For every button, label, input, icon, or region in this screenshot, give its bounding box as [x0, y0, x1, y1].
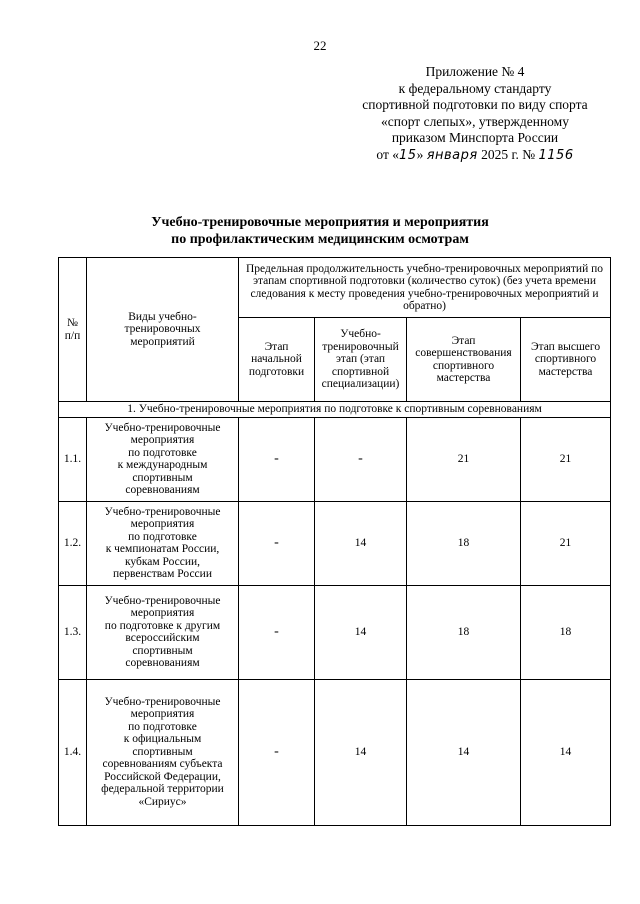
stage-line: Этап — [451, 334, 476, 347]
stage-improvement — [407, 318, 521, 402]
stage-line: этап (этап — [335, 353, 386, 366]
header-kinds — [87, 258, 239, 402]
appendix-line: Приложение № 4 — [425, 64, 525, 79]
row-kind-line: Учебно-тренировочные — [104, 594, 221, 607]
cell-initial: - — [239, 679, 315, 825]
cell-training: 14 — [315, 679, 407, 825]
date-year: 2025 г. № — [481, 146, 536, 162]
stage-line: Учебно- — [340, 328, 381, 341]
cell-initial: - — [239, 585, 315, 679]
date-month: января — [426, 147, 478, 163]
stage-training — [315, 318, 407, 402]
order-number: 1156 — [538, 147, 574, 163]
stage-line: Этап — [264, 340, 289, 353]
stage-line: спортивной — [331, 365, 390, 378]
stage-line: спортивного — [534, 353, 597, 366]
date-mid: » — [416, 146, 424, 162]
appendix-line: к федеральному стандарту — [398, 80, 552, 96]
row-kind-line: к чемпионатам России, — [105, 543, 220, 555]
row-kind-line: к официальным — [123, 733, 202, 746]
cell-training: 14 — [315, 501, 407, 585]
row-kind-line: спортивным — [132, 471, 193, 484]
row-kind-line: по подготовке — [128, 446, 197, 459]
stage-line: специализации) — [321, 378, 400, 391]
stage-highest — [521, 318, 611, 402]
appendix-line: спортивной подготовки по виду спорта — [362, 97, 588, 112]
header-row — [59, 258, 611, 318]
cell-training: - — [315, 417, 407, 501]
cell-improvement: 18 — [407, 585, 521, 679]
header-number: № п/п — [59, 258, 87, 402]
row-kind-line: спортивным — [132, 745, 193, 758]
stage-line: мастерства — [538, 365, 593, 378]
cell-improvement: 21 — [407, 417, 521, 501]
table-row — [59, 585, 611, 679]
training-events-table — [58, 257, 611, 826]
row-kind-line: всероссийским — [125, 632, 200, 644]
stage-line: спортивного — [432, 359, 495, 372]
header-kinds-line: мероприятий — [130, 335, 195, 348]
appendix-line: «спорт слепых», утвержденному — [381, 113, 569, 129]
table-row — [59, 679, 611, 825]
row-kind-line: Учебно-тренировочные — [104, 421, 221, 434]
header-kinds-line: тренировочных — [124, 323, 201, 336]
stage-line: начальной — [251, 353, 302, 366]
row-kind-line: по подготовке — [128, 720, 197, 733]
row-kind-line: спортивным — [132, 644, 193, 657]
row-kind-line: кубкам России, — [124, 555, 201, 568]
stage-line: Этап высшего — [530, 340, 601, 353]
table-row — [59, 501, 611, 585]
row-kind — [87, 417, 239, 501]
cell-improvement: 14 — [407, 679, 521, 825]
page-number: 22 — [313, 38, 327, 53]
section-title: 1. Учебно-тренировочные мероприятия по подготовке к спортивным соревнованиям — [59, 402, 611, 418]
order-date-line — [330, 147, 620, 165]
row-kind-line: первенствам России — [113, 568, 212, 580]
row-kind-line: мероприятия — [130, 607, 195, 619]
stage-line: подготовки — [248, 365, 305, 378]
row-kind-line: соревнованиям — [125, 657, 200, 669]
row-kind-line: по подготовке — [128, 530, 197, 543]
row-kind-line: Учебно-тренировочные — [104, 505, 221, 518]
header-duration: Предельная продолжительность учебно-тренировочных мероприятий по этапам спортивной подготовки (количество суток) (без учета времени следования к месту проведения учебно-тренировочных мероприятий и обратно) — [239, 258, 611, 318]
section-row — [59, 402, 611, 418]
cell-initial: - — [239, 417, 315, 501]
row-kind — [87, 501, 239, 585]
cell-highest: 21 — [521, 417, 611, 501]
stage-initial — [239, 318, 315, 402]
date-prefix: от « — [376, 146, 400, 162]
stage-line: мастерства — [436, 372, 491, 384]
row-kind-line: «Сириус» — [138, 795, 187, 808]
header-kinds-line: Виды учебно- — [128, 310, 197, 323]
cell-highest: 14 — [521, 679, 611, 825]
row-number: 1.2. — [59, 501, 87, 585]
row-kind-line: мероприятия — [130, 434, 195, 446]
title-line: по профилактическим медицинским осмотрам — [171, 232, 469, 247]
cell-initial: - — [239, 501, 315, 585]
stage-line: совершенствования — [415, 347, 512, 359]
row-kind-line: к международным — [117, 459, 208, 471]
row-number: 1.3. — [59, 585, 87, 679]
cell-highest: 18 — [521, 585, 611, 679]
table-row — [59, 417, 611, 501]
cell-training: 14 — [315, 585, 407, 679]
row-kind-line: соревнованиям субъекта — [102, 758, 223, 771]
row-kind — [87, 679, 239, 825]
document-title — [0, 214, 640, 248]
row-kind-line: мероприятия — [130, 518, 195, 530]
row-kind-line: Учебно-тренировочные — [104, 695, 221, 708]
date-day: 15 — [399, 147, 417, 163]
cell-improvement: 18 — [407, 501, 521, 585]
row-number: 1.4. — [59, 679, 87, 825]
row-kind-line: федеральной территории — [101, 783, 224, 796]
appendix-line: приказом Минспорта России — [391, 130, 559, 145]
title-line: Учебно-тренировочные мероприятия и мероприятия — [151, 215, 489, 230]
stage-line: тренировочный — [322, 340, 399, 353]
row-number: 1.1. — [59, 417, 87, 501]
row-kind-line: мероприятия — [130, 708, 195, 721]
row-kind-line: по подготовке к другим — [104, 619, 221, 632]
row-kind-line: соревнованиям — [125, 484, 200, 496]
row-kind-line: Российской Федерации, — [104, 770, 221, 783]
row-kind — [87, 585, 239, 679]
cell-highest: 21 — [521, 501, 611, 585]
appendix-header — [330, 64, 620, 164]
